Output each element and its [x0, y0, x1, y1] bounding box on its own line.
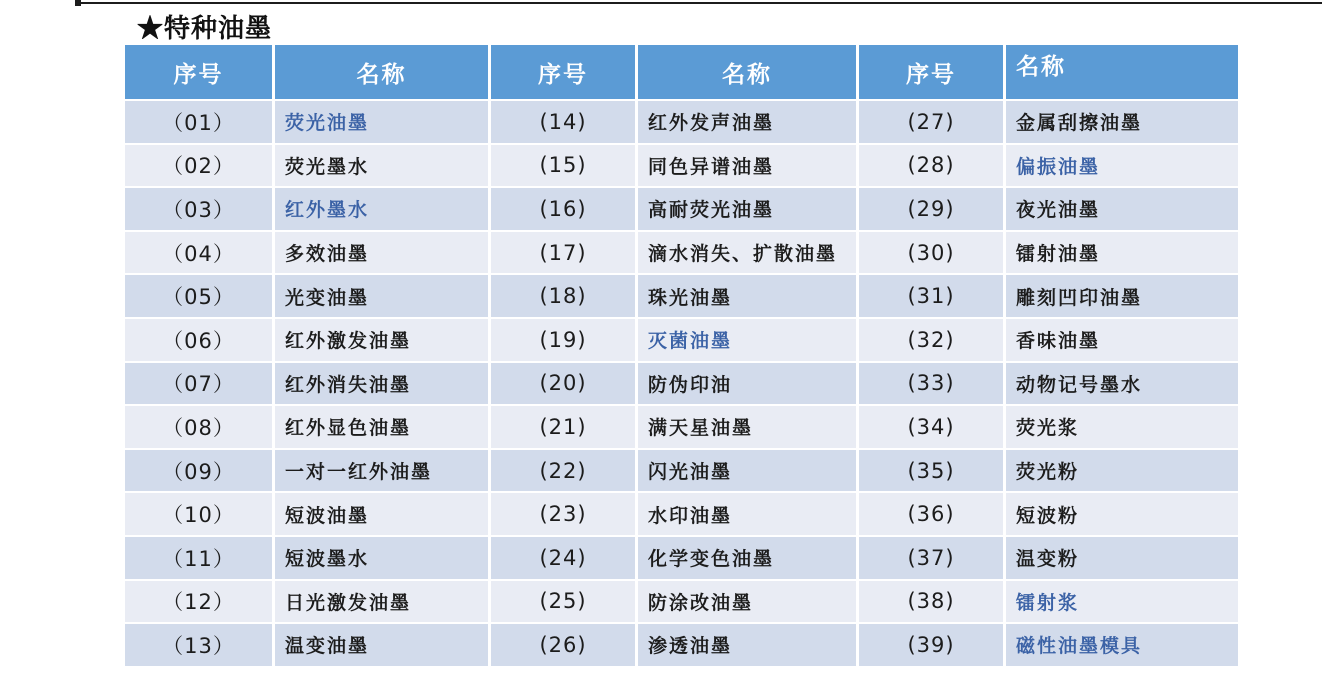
name-cell: 镭射油墨: [1006, 232, 1238, 274]
name-cell: 日光激发油墨: [275, 581, 488, 623]
name-cell: 金属刮擦油墨: [1006, 101, 1238, 143]
serial-cell: （10）: [125, 493, 272, 535]
name-cell: 红外墨水: [275, 188, 488, 230]
name-cell: 磁性油墨模具: [1006, 624, 1238, 666]
top-divider-nub: [75, 0, 81, 6]
name-header-2: 名称: [638, 45, 856, 99]
name-cell: 一对一红外油墨: [275, 450, 488, 492]
serial-cell: (36): [859, 493, 1003, 535]
ink-table: [125, 45, 1238, 666]
name-cell: 光变油墨: [275, 275, 488, 317]
serial-header-3: 序号: [859, 45, 1003, 99]
name-cell: 雕刻凹印油墨: [1006, 275, 1238, 317]
serial-cell: (35): [859, 450, 1003, 492]
serial-cell: （02）: [125, 145, 272, 187]
serial-cell: (18): [491, 275, 635, 317]
name-cell: 满天星油墨: [638, 406, 856, 448]
serial-cell: (28): [859, 145, 1003, 187]
name-cell: 红外消失油墨: [275, 363, 488, 405]
name-cell: 珠光油墨: [638, 275, 856, 317]
page-title: ★特种油墨: [137, 14, 273, 44]
name-cell: 红外发声油墨: [638, 101, 856, 143]
name-cell: 偏振油墨: [1006, 145, 1238, 187]
name-cell: 同色异谱油墨: [638, 145, 856, 187]
serial-header-1: 序号: [125, 45, 272, 99]
name-cell: 荧光油墨: [275, 101, 488, 143]
serial-cell: (17): [491, 232, 635, 274]
serial-cell: (38): [859, 581, 1003, 623]
serial-cell: (34): [859, 406, 1003, 448]
serial-cell: （08）: [125, 406, 272, 448]
name-cell: 高耐荧光油墨: [638, 188, 856, 230]
serial-cell: (26): [491, 624, 635, 666]
name-cell: 闪光油墨: [638, 450, 856, 492]
name-cell: 滴水消失、扩散油墨: [638, 232, 856, 274]
serial-cell: (22): [491, 450, 635, 492]
serial-cell: (31): [859, 275, 1003, 317]
serial-cell: (25): [491, 581, 635, 623]
serial-cell: （11）: [125, 537, 272, 579]
serial-cell: (14): [491, 101, 635, 143]
serial-cell: （12）: [125, 581, 272, 623]
name-cell: 荧光浆: [1006, 406, 1238, 448]
name-cell: 荧光粉: [1006, 450, 1238, 492]
serial-cell: (37): [859, 537, 1003, 579]
name-cell: 温变粉: [1006, 537, 1238, 579]
name-cell: 动物记号墨水: [1006, 363, 1238, 405]
name-header-1: 名称: [275, 45, 488, 99]
name-cell: 水印油墨: [638, 493, 856, 535]
name-cell: 灭菌油墨: [638, 319, 856, 361]
serial-cell: (33): [859, 363, 1003, 405]
name-cell: 香味油墨: [1006, 319, 1238, 361]
name-cell: 夜光油墨: [1006, 188, 1238, 230]
name-cell: 化学变色油墨: [638, 537, 856, 579]
name-cell: 多效油墨: [275, 232, 488, 274]
serial-cell: （04）: [125, 232, 272, 274]
serial-cell: (21): [491, 406, 635, 448]
serial-cell: （06）: [125, 319, 272, 361]
name-cell: 防涂改油墨: [638, 581, 856, 623]
name-cell: 短波油墨: [275, 493, 488, 535]
serial-cell: （07）: [125, 363, 272, 405]
serial-cell: (23): [491, 493, 635, 535]
serial-cell: (39): [859, 624, 1003, 666]
serial-cell: (16): [491, 188, 635, 230]
name-cell: 镭射浆: [1006, 581, 1238, 623]
name-cell: 温变油墨: [275, 624, 488, 666]
name-header-3: 名称: [1006, 45, 1238, 99]
serial-cell: （13）: [125, 624, 272, 666]
name-cell: 红外显色油墨: [275, 406, 488, 448]
serial-cell: (27): [859, 101, 1003, 143]
serial-cell: (19): [491, 319, 635, 361]
name-cell: 渗透油墨: [638, 624, 856, 666]
name-cell: 荧光墨水: [275, 145, 488, 187]
serial-header-2: 序号: [491, 45, 635, 99]
name-cell: 防伪印油: [638, 363, 856, 405]
serial-cell: （09）: [125, 450, 272, 492]
serial-cell: (20): [491, 363, 635, 405]
serial-cell: (15): [491, 145, 635, 187]
name-cell: 红外激发油墨: [275, 319, 488, 361]
serial-cell: （03）: [125, 188, 272, 230]
serial-cell: (24): [491, 537, 635, 579]
serial-cell: (32): [859, 319, 1003, 361]
serial-cell: (30): [859, 232, 1003, 274]
top-divider-line: [75, 2, 1322, 4]
serial-cell: （01）: [125, 101, 272, 143]
serial-cell: (29): [859, 188, 1003, 230]
name-cell: 短波粉: [1006, 493, 1238, 535]
serial-cell: （05）: [125, 275, 272, 317]
name-cell: 短波墨水: [275, 537, 488, 579]
